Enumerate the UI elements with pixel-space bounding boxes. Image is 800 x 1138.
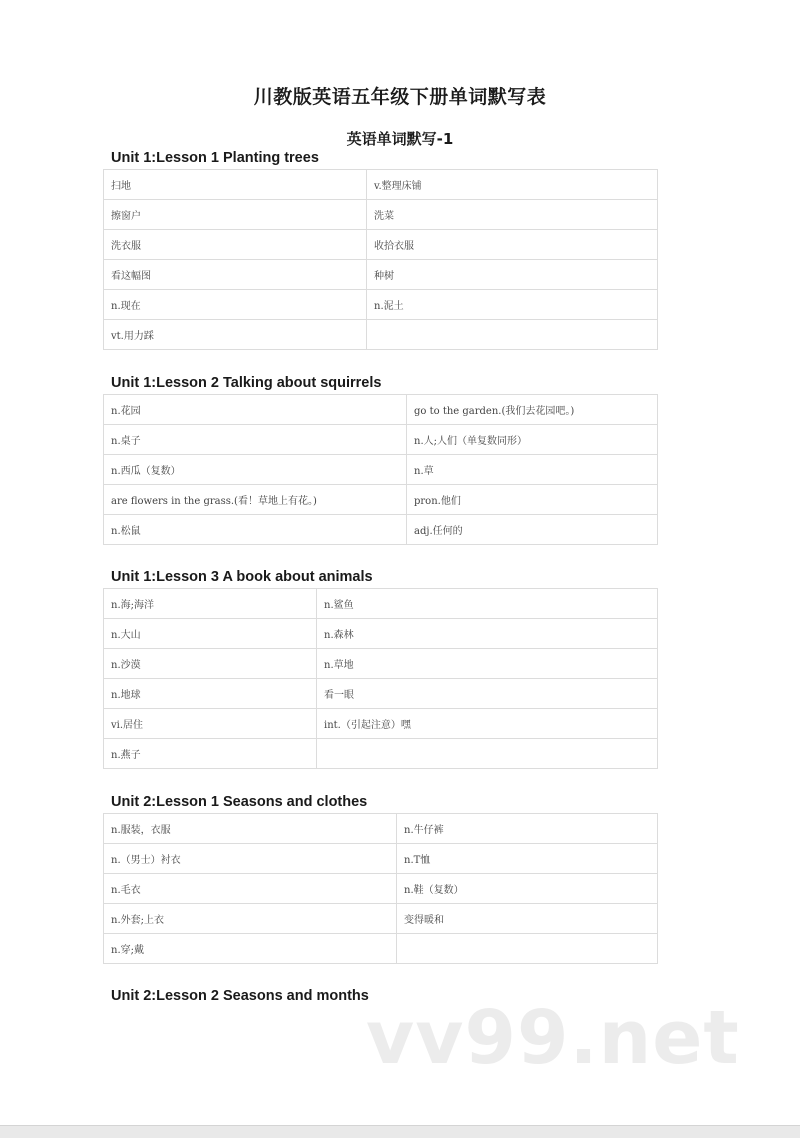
table-row bbox=[104, 679, 658, 709]
table-cell: n.松鼠 bbox=[104, 515, 407, 545]
table-row bbox=[104, 485, 658, 515]
table-row bbox=[104, 320, 658, 350]
table-cell: n.燕子 bbox=[104, 739, 317, 769]
table-cell: 看一眼 bbox=[317, 679, 658, 709]
table-cell bbox=[317, 739, 658, 769]
table-cell: n.毛衣 bbox=[104, 874, 397, 904]
table-cell: 擦窗户 bbox=[104, 200, 367, 230]
table-cell: 扫地 bbox=[104, 170, 367, 200]
section-heading: Unit 1:Lesson 3 A book about animals bbox=[111, 569, 373, 585]
table-cell: n.桌子 bbox=[104, 425, 407, 455]
table-cell: 洗衣服 bbox=[104, 230, 367, 260]
table-row bbox=[104, 290, 658, 320]
table-cell: vi.居住 bbox=[104, 709, 317, 739]
table-row bbox=[104, 619, 658, 649]
table-row bbox=[104, 904, 658, 934]
vocab-table-unit1-lesson3 bbox=[103, 588, 658, 769]
table-cell: n.人;人们（单复数同形） bbox=[407, 425, 658, 455]
table-row bbox=[104, 515, 658, 545]
table-cell: v.整理床铺 bbox=[367, 170, 658, 200]
section-heading: Unit 1:Lesson 1 Planting trees bbox=[111, 150, 319, 166]
table-cell: 洗菜 bbox=[367, 200, 658, 230]
table-row bbox=[104, 739, 658, 769]
table-row bbox=[104, 814, 658, 844]
table-cell bbox=[367, 320, 658, 350]
table-cell: n.T恤 bbox=[397, 844, 658, 874]
table-row bbox=[104, 709, 658, 739]
table-row bbox=[104, 455, 658, 485]
section-heading: Unit 2:Lesson 2 Seasons and months bbox=[111, 988, 369, 1004]
table-cell: n.穿;戴 bbox=[104, 934, 397, 964]
table-cell: go to the garden.(我们去花园吧。) bbox=[407, 395, 658, 425]
table-cell: n.地球 bbox=[104, 679, 317, 709]
table-cell: n.鲨鱼 bbox=[317, 589, 658, 619]
table-cell: n.海;海洋 bbox=[104, 589, 317, 619]
section-heading: Unit 1:Lesson 2 Talking about squirrels bbox=[111, 375, 382, 391]
table-cell: n.牛仔裤 bbox=[397, 814, 658, 844]
table-cell: 种树 bbox=[367, 260, 658, 290]
table-cell: n.草地 bbox=[317, 649, 658, 679]
vocab-table-unit1-lesson1 bbox=[103, 169, 658, 350]
table-row bbox=[104, 170, 658, 200]
page-bottom-edge bbox=[0, 1125, 800, 1138]
table-row bbox=[104, 260, 658, 290]
watermark: vv99.net bbox=[366, 995, 740, 1081]
document-subtitle: 英语单词默写-1 bbox=[346, 130, 454, 148]
table-cell: adj.任何的 bbox=[407, 515, 658, 545]
table-cell: n.外套;上衣 bbox=[104, 904, 397, 934]
table-cell: 看这幅图 bbox=[104, 260, 367, 290]
table-row bbox=[104, 649, 658, 679]
table-row bbox=[104, 874, 658, 904]
table-cell: are flowers in the grass.(看！草地上有花。) bbox=[104, 485, 407, 515]
table-cell bbox=[397, 934, 658, 964]
table-cell: int.（引起注意）嘿 bbox=[317, 709, 658, 739]
vocab-table-unit1-lesson2 bbox=[103, 394, 658, 545]
table-cell: 变得暖和 bbox=[397, 904, 658, 934]
vocab-table-unit2-lesson1 bbox=[103, 813, 658, 964]
table-cell: vt.用力踩 bbox=[104, 320, 367, 350]
table-row bbox=[104, 200, 658, 230]
table-cell: n.花园 bbox=[104, 395, 407, 425]
table-row bbox=[104, 589, 658, 619]
table-row bbox=[104, 395, 658, 425]
table-cell: n.泥土 bbox=[367, 290, 658, 320]
table-cell: n.草 bbox=[407, 455, 658, 485]
document-title: 川教版英语五年级下册单词默写表 bbox=[253, 86, 547, 108]
table-cell: n.西瓜（复数） bbox=[104, 455, 407, 485]
table-cell: pron.他们 bbox=[407, 485, 658, 515]
table-cell: n.沙漠 bbox=[104, 649, 317, 679]
section-heading: Unit 2:Lesson 1 Seasons and clothes bbox=[111, 794, 368, 810]
table-cell: n.服装，衣服 bbox=[104, 814, 397, 844]
table-cell: 收拾衣服 bbox=[367, 230, 658, 260]
table-cell: n.鞋（复数） bbox=[397, 874, 658, 904]
table-row bbox=[104, 230, 658, 260]
table-row bbox=[104, 425, 658, 455]
table-cell: n.现在 bbox=[104, 290, 367, 320]
table-row bbox=[104, 934, 658, 964]
table-row bbox=[104, 844, 658, 874]
table-cell: n.（男士）衬衣 bbox=[104, 844, 397, 874]
table-cell: n.大山 bbox=[104, 619, 317, 649]
table-cell: n.森林 bbox=[317, 619, 658, 649]
